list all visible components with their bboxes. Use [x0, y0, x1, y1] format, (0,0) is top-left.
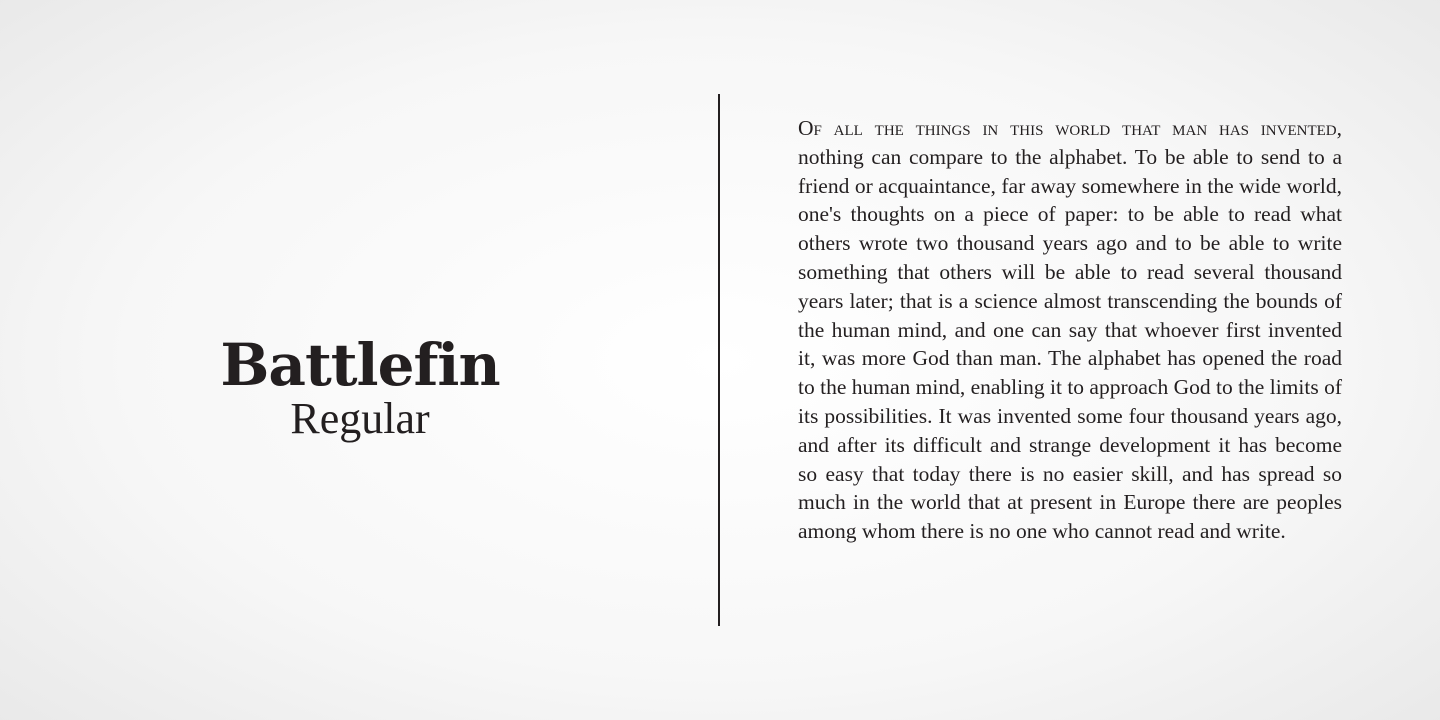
specimen-body: nothing can compare to the alphabet. To be able to send to a friend or acquaintance, far away somewhere in the wide world, one's thoughts on a piece of paper: to be able to read what others wrote two thousand years ago and to be able to write something that others will be able to read several thousand years later; that is a science almost transcending the bounds of the human mind, and one can say that whoever first invented it, was more God than man. The alphabet has opened the road to the human mind, enabling it to approach God to the limits of its possibilities. It was invented some four thousand years ago, and after its difficult and strange development it has become so easy that today there is no easier skill, and has spread so much in the world that at present in Europe there are peoples among whom there is no one who cannot read and write.: [798, 144, 1342, 544]
font-name: Battlefin: [220, 331, 500, 399]
title-block: [170, 332, 550, 444]
specimen-paragraph: [798, 114, 1342, 546]
vertical-divider: [718, 94, 720, 626]
font-style: Regular: [290, 394, 430, 443]
specimen-lead: Of all the things in this world that man has invented,: [798, 116, 1342, 140]
